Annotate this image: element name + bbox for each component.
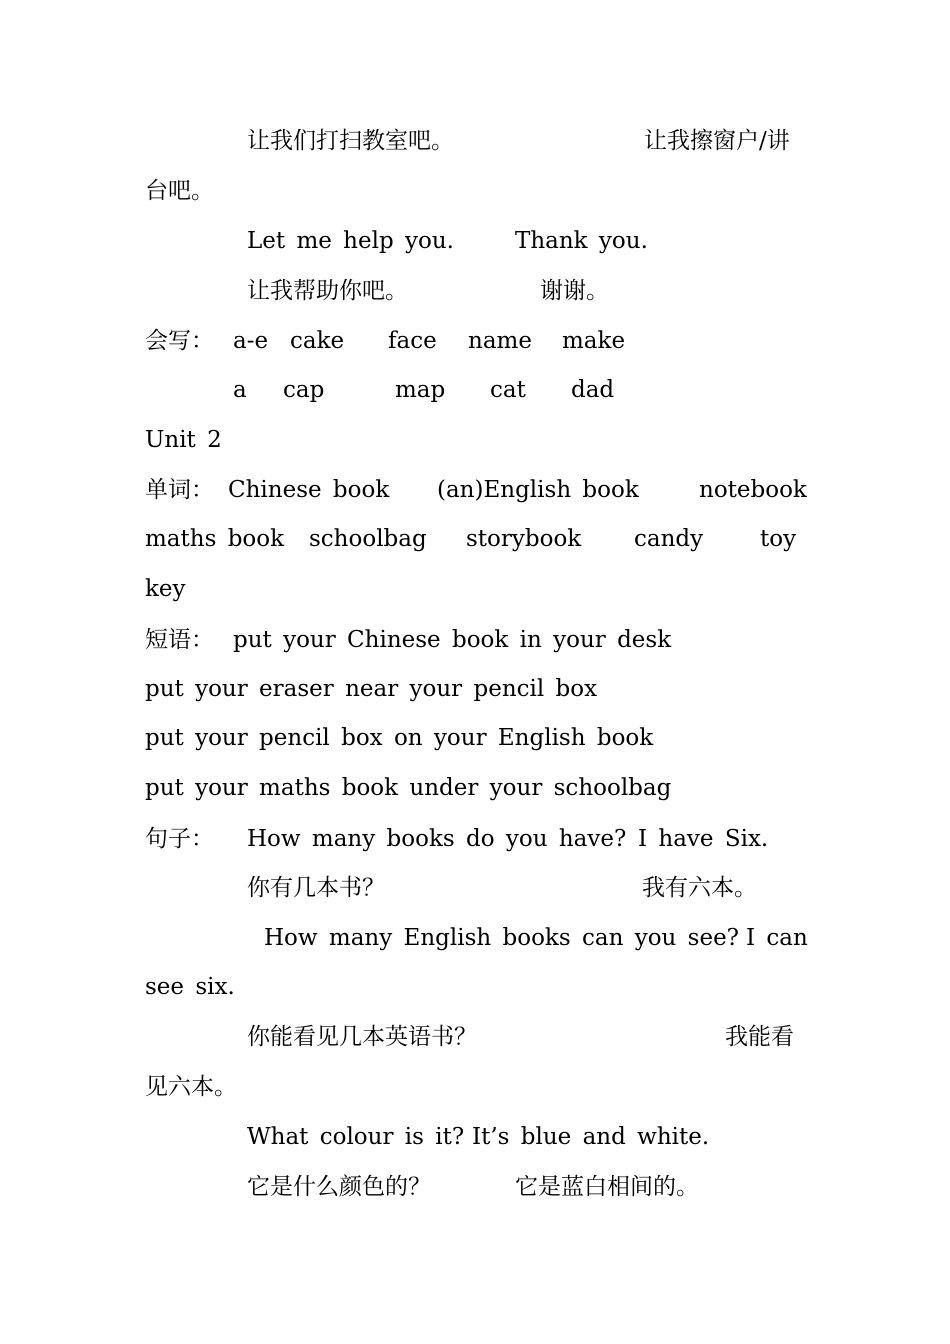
sentence-how-many-english-books: How many English books can you see? [264,925,740,951]
sentence-i-have-six-cn: 我有六本。 [642,875,757,901]
text-let-me-help-you: Let me help you. [247,228,454,254]
text-thank-you-cn: 谢谢。 [540,278,609,304]
vocab-candy: candy [634,526,704,552]
word-map: map [395,377,446,403]
sentence-i-can-see-cn: 我能看 [725,1024,794,1050]
text-lets-clean-classroom: 让我们打扫教室吧。 [247,128,454,154]
sentence-i-have-six: I have Six. [638,826,769,852]
text-let-me-clean-window: 让我擦窗户/讲 [644,128,790,154]
sentence-what-colour: What colour is it? [247,1124,465,1150]
label-write: 会写： [145,328,214,354]
vocab-chinese-book: Chinese book [228,477,390,503]
text-let-me-help-you-cn: 让我帮助你吧。 [247,278,408,304]
sentence-see-six: see six. [145,974,235,1000]
word-make: make [562,328,626,354]
vocab-maths-book: maths book [145,526,285,552]
word-a: a [233,377,247,403]
vocab-key: key [145,576,186,602]
unit-heading: Unit 2 [145,427,222,453]
label-vocab: 单词： [145,477,214,503]
word-cat: cat [490,377,526,403]
word-cake: cake [290,328,345,354]
sentence-blue-and-white-cn: 它是蓝白相间的。 [515,1174,699,1200]
vocab-notebook: notebook [699,477,807,503]
phrase-chinese-book-desk: put your Chinese book in your desk [233,627,672,653]
text-desk-continuation: 台吧。 [145,178,214,204]
sentence-how-many-books: How many books do you have? [247,826,627,852]
word-cap: cap [283,377,325,403]
vocab-english-book: (an)English book [437,477,639,503]
phrase-pencil-box-english-book: put your pencil box on your English book [145,725,654,751]
text-thank-you: Thank you. [515,228,648,254]
sentence-blue-and-white: It’s blue and white. [472,1124,710,1150]
vocab-toy: toy [760,526,797,552]
phrase-maths-book-schoolbag: put your maths book under your schoolbag [145,775,672,801]
sentence-how-many-books-cn: 你有几本书？ [247,875,385,901]
sentence-i-can: I can [746,925,808,951]
word-name: name [468,328,532,354]
phrase-eraser-pencil-box: put your eraser near your pencil box [145,676,598,702]
sentence-six-cn: 见六本。 [145,1074,237,1100]
label-phrases: 短语： [145,627,214,653]
word-dad: dad [571,377,615,403]
vocab-schoolbag: schoolbag [309,526,427,552]
word-a-e: a-e [233,328,269,354]
vocab-storybook: storybook [466,526,582,552]
sentence-how-many-english-books-cn: 你能看见几本英语书？ [247,1024,477,1050]
word-face: face [388,328,437,354]
label-sentences: 句子： [145,826,214,852]
sentence-what-colour-cn: 它是什么颜色的？ [247,1174,431,1200]
